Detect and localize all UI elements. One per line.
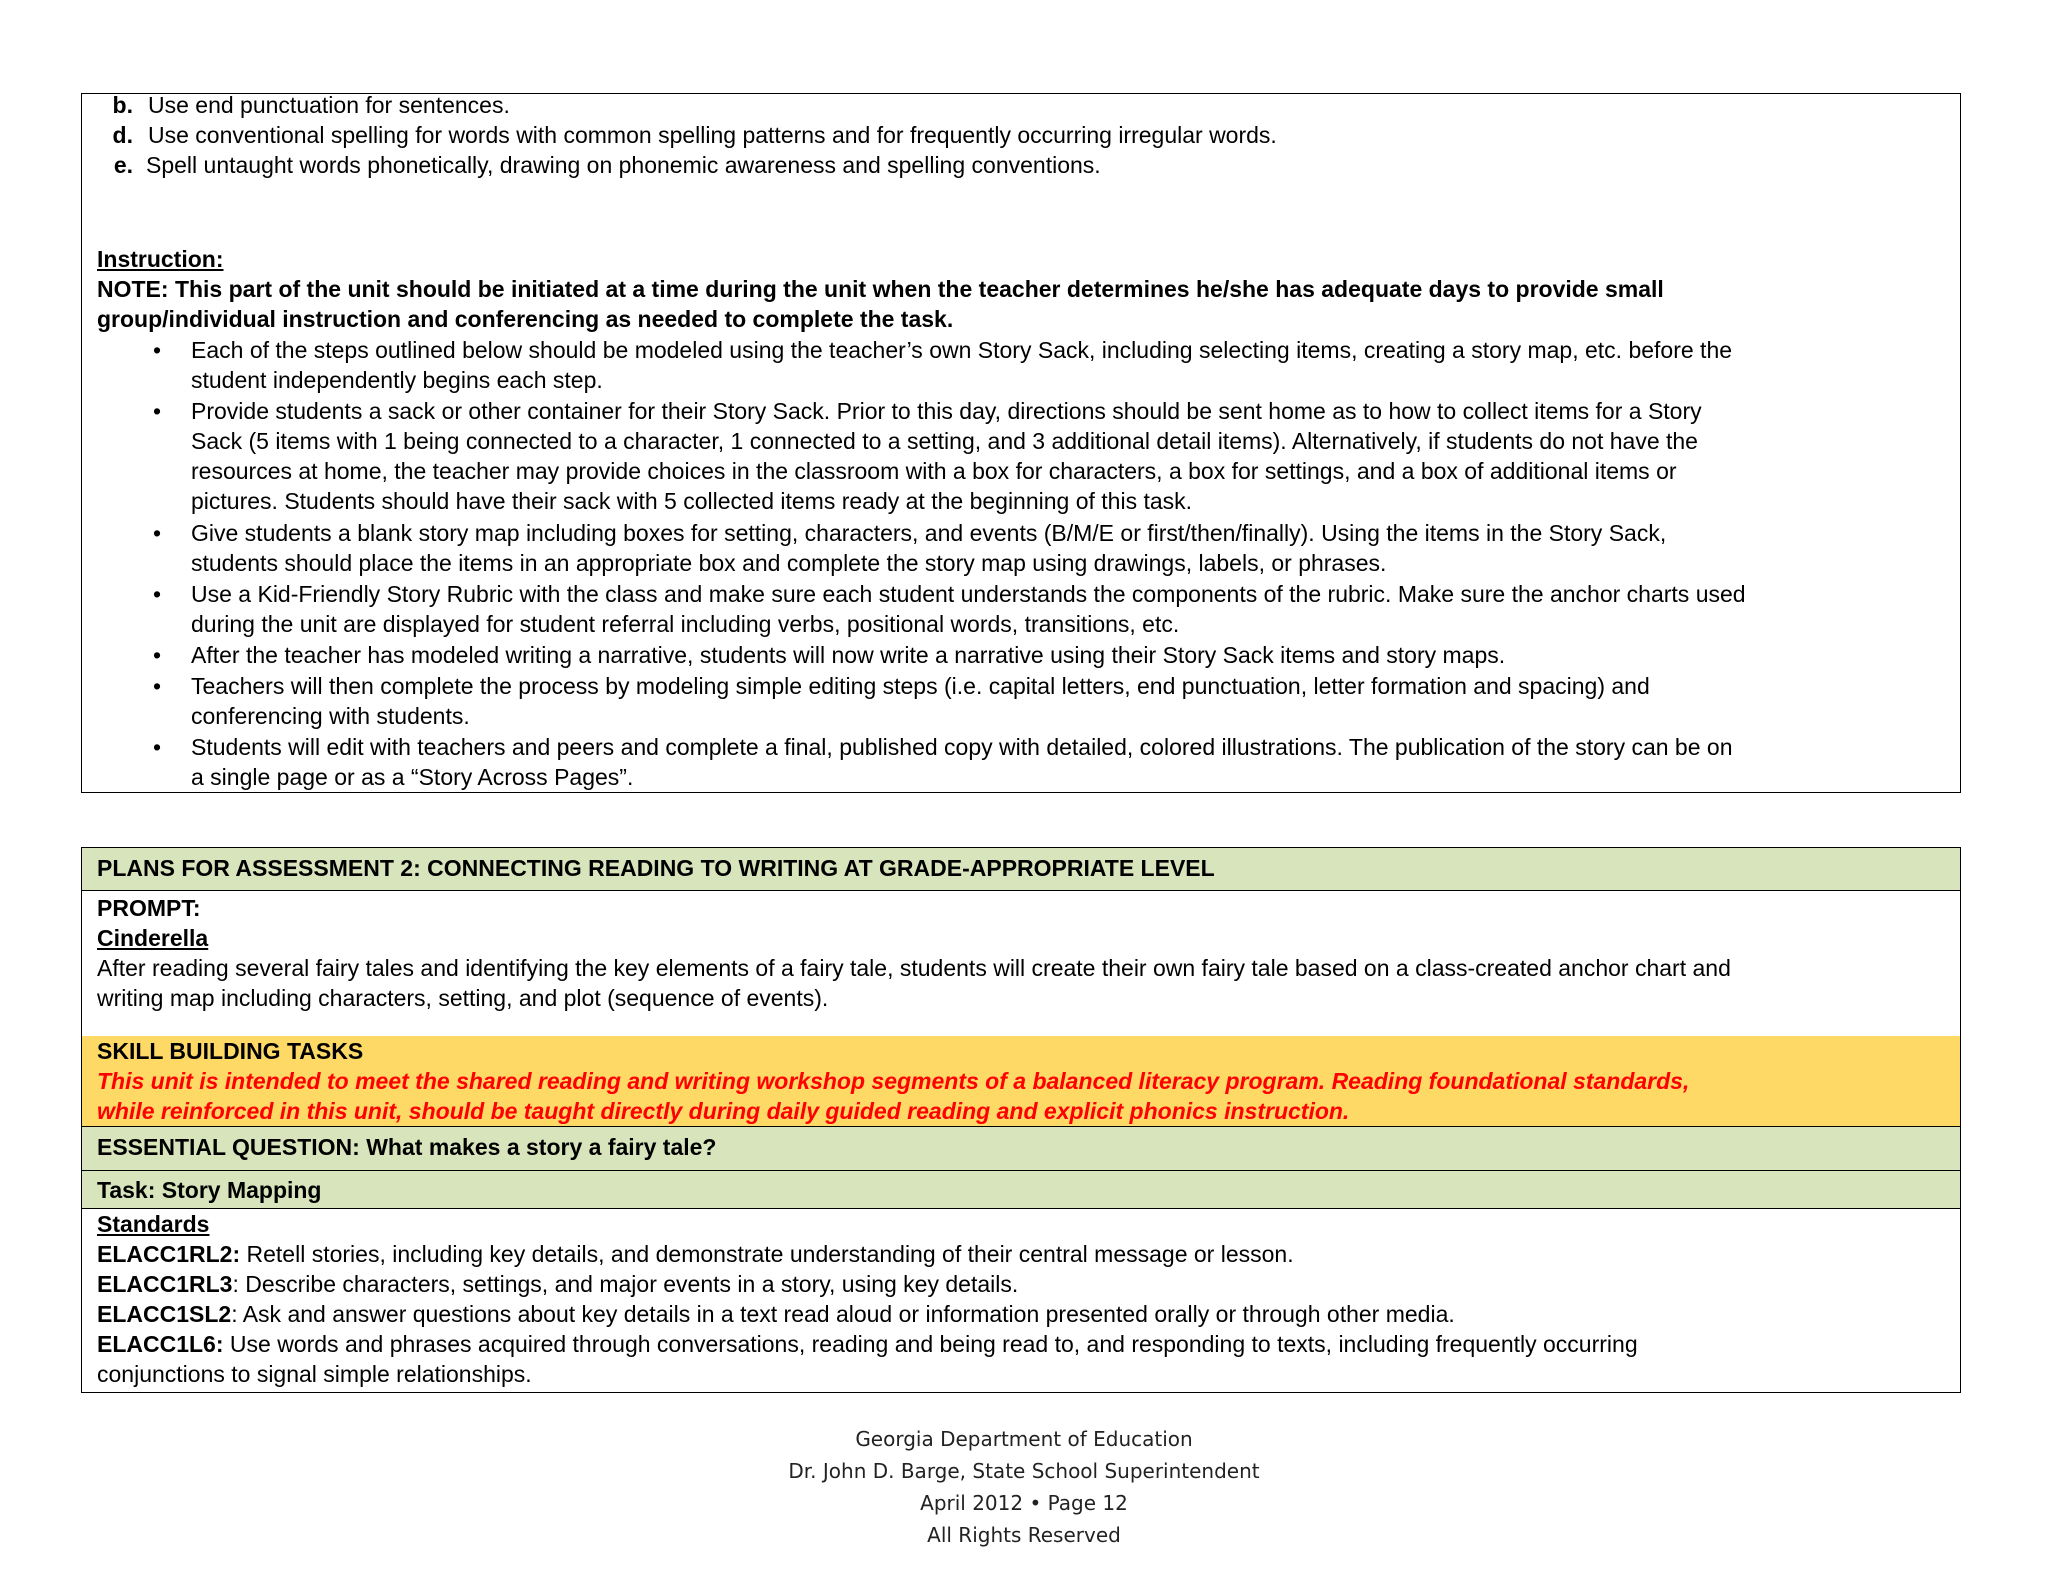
bullet-text: students should place the items in an appropriate box and complete the story map using drawings, labels, or phrases. — [191, 550, 1387, 576]
bullet-text: Use a Kid-Friendly Story Rubric with the class and make sure each student understands the components of the rubric. Make sure the anchor charts used — [191, 581, 1746, 607]
assessment-header: PLANS FOR ASSESSMENT 2: CONNECTING READING TO WRITING AT GRADE-APPROPRIATE LEVEL — [97, 855, 1215, 881]
prompt-row — [82, 891, 1960, 1036]
bullet-text: Each of the steps outlined below should be modeled using the teacher’s own Story Sack, including selecting items, creating a story map, etc. before the — [191, 337, 1733, 363]
footer-superintendent: Dr. John D. Barge, State School Superintendent — [788, 1459, 1260, 1483]
standard-item-e: e. Spell untaught words phonetically, drawing on phonemic awareness and spelling conventions. — [113, 152, 1101, 178]
bullet-text: Give students a blank story map including boxes for setting, characters, and events (B/M/E or first/then/finally). Using the items in the Story Sack, — [191, 520, 1667, 546]
standard-line: conjunctions to signal simple relationships. — [97, 1361, 532, 1387]
bullet-icon: • — [152, 581, 162, 607]
instruction-section — [81, 93, 1961, 793]
bullet-icon: • — [152, 673, 162, 699]
bullet-text: Teachers will then complete the process by modeling simple editing steps (i.e. capital letters, end punctuation, letter formation and spacing) and — [191, 673, 1650, 699]
standard-line: ELACC1SL2: Ask and answer questions about key details in a text read aloud or information presented orally or through other media. — [97, 1301, 1455, 1327]
note-line-1: NOTE: This part of the unit should be initiated at a time during the unit when the teacher determines he/she has adequate days to provide small — [97, 276, 1664, 302]
bullet-text: pictures. Students should have their sack with 5 collected items ready at the beginning of this task. — [191, 488, 1193, 514]
standards-row — [82, 1209, 1960, 1392]
prompt-label: PROMPT: — [97, 895, 201, 921]
task-row — [82, 1171, 1960, 1209]
standard-line: ELACC1RL3: Describe characters, settings, and major events in a story, using key details. — [97, 1271, 1019, 1297]
bullet-icon: • — [152, 398, 162, 424]
bullet-icon: • — [152, 642, 162, 668]
essential-question: ESSENTIAL QUESTION: What makes a story a fairy tale? — [97, 1134, 717, 1160]
assessment-header-row — [82, 848, 1960, 891]
bullet-icon: • — [152, 337, 162, 363]
standard-line: ELACC1RL2: Retell stories, including key details, and demonstrate understanding of their central message or lesson. — [97, 1241, 1294, 1267]
footer — [0, 1423, 2048, 1551]
bullet-text: After the teacher has modeled writing a narrative, students will now write a narrative using their Story Sack items and story maps. — [191, 642, 1506, 668]
bullet-text: Students will edit with teachers and peers and complete a final, published copy with detailed, colored illustrations. The publication of the story can be on — [191, 734, 1733, 760]
skill-building-heading: SKILL BUILDING TASKS — [97, 1038, 364, 1064]
standard-item-d: d. Use conventional spelling for words with common spelling patterns and for frequently occurring irregular words. — [112, 122, 1277, 148]
prompt-title: Cinderella — [97, 925, 209, 951]
bullet-icon: • — [152, 734, 162, 760]
bullet-text: resources at home, the teacher may provide choices in the classroom with a box for characters, a box for settings, and a box of additional items or — [191, 458, 1677, 484]
skill-building-note: while reinforced in this unit, should be taught directly during daily guided reading and explicit phonics instruction. — [97, 1098, 1350, 1124]
footer-department: Georgia Department of Education — [855, 1427, 1193, 1451]
standard-line: ELACC1L6: Use words and phrases acquired through conversations, reading and being read to, and responding to texts, including frequently occurring — [97, 1331, 1638, 1357]
skill-building-row — [82, 1036, 1960, 1126]
prompt-text-line: After reading several fairy tales and identifying the key elements of a fairy tale, students will create their own fairy tale based on a class-created anchor chart and — [97, 955, 1731, 981]
bullet-text: during the unit are displayed for student referral including verbs, positional words, transitions, etc. — [191, 611, 1180, 637]
note-line-2: group/individual instruction and conferencing as needed to complete the task. — [97, 306, 954, 332]
footer-date-page: April 2012 • Page 12 — [920, 1491, 1128, 1515]
assessment-section — [81, 847, 1961, 1393]
bullet-icon: • — [152, 520, 162, 546]
bullet-text: a single page or as a “Story Across Pages”. — [191, 764, 634, 790]
standard-item-b: b. Use end punctuation for sentences. — [112, 92, 510, 118]
instruction-heading: Instruction: — [97, 246, 224, 272]
skill-building-note: This unit is intended to meet the shared reading and writing workshop segments of a balanced literacy program. Reading foundational standards, — [97, 1068, 1690, 1094]
bullet-text: Sack (5 items with 1 being connected to a character, 1 connected to a setting, and 3 additional detail items). Alternatively, if students do not have the — [191, 428, 1698, 454]
prompt-text-line: writing map including characters, setting, and plot (sequence of events). — [97, 985, 829, 1011]
footer-rights: All Rights Reserved — [927, 1523, 1121, 1547]
essential-question-row — [82, 1126, 1960, 1171]
bullet-text: student independently begins each step. — [191, 367, 603, 393]
task-title: Task: Story Mapping — [97, 1177, 322, 1203]
bullet-text: conferencing with students. — [191, 703, 470, 729]
bullet-text: Provide students a sack or other container for their Story Sack. Prior to this day, directions should be sent home as to how to collect items for a Story — [191, 398, 1702, 424]
standards-heading: Standards — [97, 1211, 210, 1237]
